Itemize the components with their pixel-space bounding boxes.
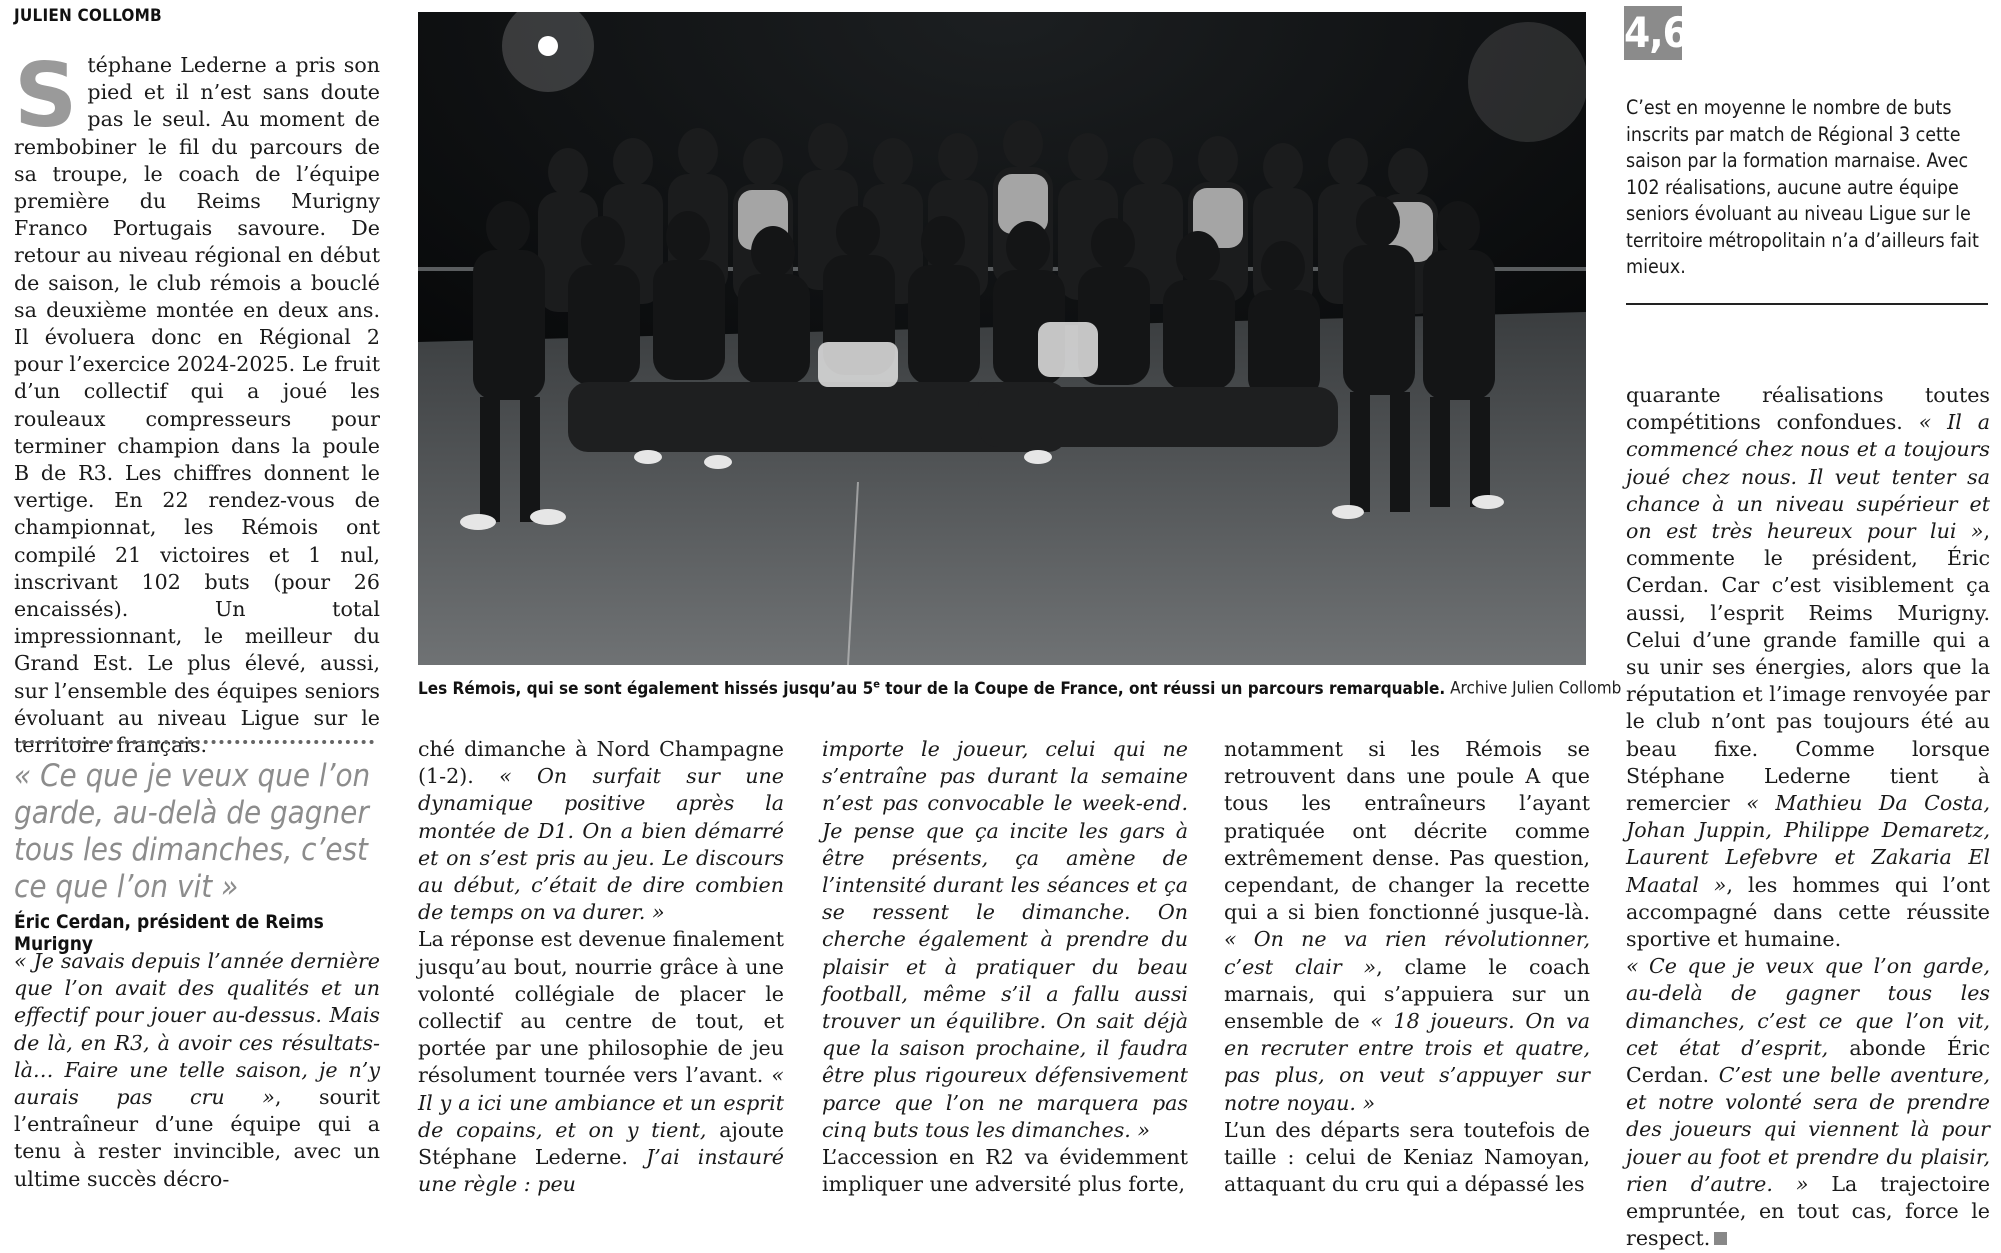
column-4-text-1: notamment si les Rémois se retrouvent dans une poule A que tous les entraîneurs l’ayant pratiquée ont décrite comme extrêmement dense. Pas question, cependant, de changer la recette qui a si bien fonctionné jusque-là.	[1224, 737, 1590, 925]
column-2-text-1: ché dimanche à Nord Champagne (1-2).	[418, 737, 784, 789]
column-3-paragraph-2	[822, 1144, 1188, 1198]
caption-superscript: e	[873, 677, 880, 690]
column-5-text-3: , les hommes qui l’ont accompagné dans cette réussite sportive et humaine.	[1626, 872, 1990, 952]
column-5-paragraph-2	[1626, 953, 1990, 1252]
coach-quote: « Je savais depuis l’année dernière que l’on avait des qualités et un effectif pour jouer au-dessus. Mais de là, en R3, à avoir ces résultats-là… Faire une telle saison, je n’y aurais pas cru »	[14, 949, 380, 1110]
column-3-text-1: L’accession en R2 va évidemment impliquer une adversité plus forte,	[822, 1145, 1188, 1197]
pull-quote: « Ce que je veux que l’on garde, au-delà de gagner tous les dimanches, c’est ce que l’on vit »	[14, 758, 371, 905]
column-4-paragraph-1	[1224, 736, 1590, 1117]
column-1-bottom	[14, 948, 380, 1193]
photo-credit: Archive Julien Collomb	[1450, 678, 1622, 699]
column-5-quote-4: C’est une belle aventure, et notre volonté sera de prendre des joueurs qui viennent là pour jouer au foot et prendre du plaisir, rien d’autre. »	[1626, 1063, 1990, 1196]
column-4-paragraph-2	[1224, 1117, 1590, 1199]
column-1-paragraph	[14, 948, 380, 1193]
column-3-quote-1: importe le joueur, celui qui ne s’entraîne pas durant la semaine n’est pas convocable le week-end. Je pense que ça incite les gars à être présents, ça amène de l’intensité durant les séances et ça se ressent le dimanche. On cherche également à prendre du plaisir et à pratiquer du beau football, même s’il a fallu aussi trouver un équilibre. On sait déjà que la saison prochaine, il faudra être plus rigoureux défensivement parce que l’on ne marquera pas cinq buts tous les dimanches. »	[822, 737, 1188, 1142]
column-5-quote-3: « Ce que je veux que l’on garde, au-delà de gagner tous les dimanches, c’est ce que l’on vit, cet état d’esprit,	[1626, 954, 1990, 1060]
column-5-text-5: La trajectoire empruntée, en tout cas, force le respect.	[1626, 1171, 1991, 1251]
column-2-paragraph-2	[418, 926, 784, 1198]
column-5	[1626, 382, 1990, 1253]
column-2-text-3: ajoute Stéphane Lederne.	[418, 1117, 784, 1170]
stat-box-rule	[1626, 303, 1988, 305]
column-5-text-1: quarante réalisations toutes compétitions confondues.	[1626, 383, 1990, 435]
column-5-text-4: abonde Éric Cerdan.	[1626, 1035, 1990, 1088]
photo-caption	[418, 677, 1622, 699]
intro-column	[14, 44, 380, 759]
column-5-quote-2: « Mathieu Da Costa, Johan Juppin, Philippe Demaretz, Laurent Lefebvre et Zakaria El Maatal »	[1626, 791, 1991, 897]
end-of-article-mark	[1714, 1232, 1727, 1245]
intro-paragraph	[14, 44, 380, 759]
column-3	[822, 736, 1188, 1198]
caption-text-suffix: tour de la Coupe de France, ont réussi un parcours remarquable.	[879, 678, 1446, 699]
column-5-paragraph-1	[1626, 382, 1990, 953]
stat-value-badge: 4,6	[1624, 6, 1682, 60]
pull-quote-author: Éric Cerdan, président de Reims Murigny	[14, 911, 324, 955]
team-photo-image	[418, 12, 1586, 665]
column-3-paragraph-1	[822, 736, 1188, 1144]
drop-cap: S	[14, 44, 78, 147]
column-2	[418, 736, 784, 1198]
column-2-quote-3: J’ai instauré une règle : peu	[418, 1145, 784, 1197]
caption-text	[418, 679, 1445, 699]
column-1-text: , sourit l’entraîneur d’une équipe qui a tenu à rester invincible, avec un ultime succès décro-	[14, 1085, 380, 1191]
column-2-paragraph-1	[418, 736, 784, 926]
column-2-quote-1: « On surfait sur une dynamique positive après la montée de D1. On a bien démarré et on s’est pris au jeu. Le discours au début, c’était de dire combien de temps on va durer. »	[418, 764, 784, 925]
byline: JULIEN COLLOMB	[14, 6, 162, 26]
caption-text-prefix: Les Rémois, qui se sont également hissés jusqu’au 5	[418, 678, 874, 699]
column-5-quote-1: « Il a commencé chez nous et a toujours joué chez nous. Il veut tenter sa chance à un niveau supérieur et on est très heureux pour lui »	[1626, 410, 1990, 544]
column-2-text-2: La réponse est devenue finalement jusqu’au bout, nourrie grâce à une volonté collégiale de placer le collectif au centre de tout, et portée par une philosophie de jeu résolument tournée vers l’avant.	[418, 927, 785, 1088]
stat-description: C’est en moyenne le nombre de buts inscrits par match de Régional 3 cette saison par la formation marnaise. Avec 102 réalisations, aucune autre équipe seniors évoluant au niveau Ligue sur le territoire métropolitain n’a d’ailleurs fait mieux.	[1626, 96, 1979, 278]
column-4-quote-1: « On ne va rien révolutionner, c’est clair »	[1224, 927, 1590, 979]
dotted-separator	[22, 740, 374, 744]
column-4	[1224, 736, 1590, 1198]
column-2-quote-2: « Il y a ici une ambiance et un esprit de copains, et on y tient,	[418, 1063, 784, 1142]
column-4-text-3: L’un des départs sera toutefois de taille : celui de Keniaz Namoyan, attaquant du cru qui a dépassé les	[1224, 1117, 1590, 1197]
team-photo	[418, 12, 1586, 665]
column-5-text-2: , commente le président, Éric Cerdan. Car c’est visiblement ça aussi, l’esprit Reims Murigny. Celui d’une grande famille qui a su unir ses énergies, alors que la réputation et l’image renvoyée par le club n’ont pas toujours été au beau fixe. Comme lorsque Stéphane Lederne tient à remercier	[1626, 519, 1990, 816]
intro-text: téphane Lederne a pris son pied et il n’est sans doute pas le seul. Au moment de rembobiner le fil du parcours de sa troupe, le coach de l’équipe première du Reims Murigny Franco Portugais savoure. De retour au niveau régional en début de saison, le club rémois a bouclé sa deuxième montée en deux ans. Il évoluera donc en Régional 2 pour l’exercice 2024-2025. Le fruit d’un collectif qui a joué les rouleaux compresseurs pour terminer champion dans la poule B de R3. Les chiffres donnent le vertige. En 22 rendez-vous de championnat, les Rémois ont compilé 21 victoires et 1 nul, inscrivant 102 buts (pour 26 encaissés). Un total impressionnant, le meilleur du Grand Est. Le plus élevé, aussi, sur l’ensemble des équipes seniors évoluant au niveau Ligue sur le territoire français.	[14, 53, 380, 758]
column-4-quote-2: « 18 joueurs. On va en recruter entre trois et quatre, pas plus, on veut s’appuyer sur notre noyau. »	[1224, 1009, 1590, 1115]
column-4-text-2: , clame le coach marnais, qui s’appuiera sur un ensemble de	[1224, 954, 1590, 1034]
